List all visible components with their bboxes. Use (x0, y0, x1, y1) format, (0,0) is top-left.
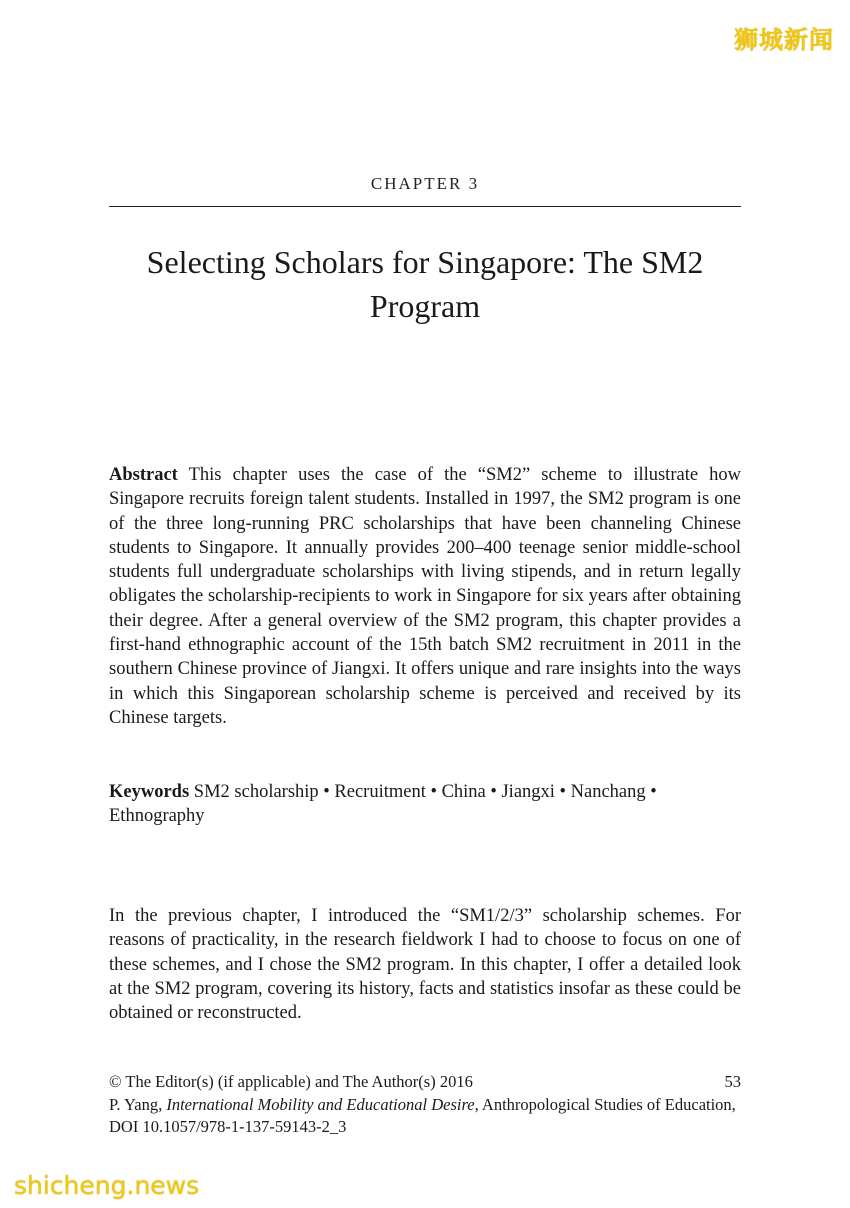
page-number: 53 (724, 1072, 741, 1091)
chapter-label: CHAPTER 3 (370, 174, 480, 193)
abstract-label: Abstract (109, 465, 178, 485)
body-paragraph: In the previous chapter, I introduced the “SM1/2/3” scholarship schemes. For reasons of practicality, in the research fieldwork I had to choose to focus on one of these schemes, and I chose the SM2 program. In this chapter, I offer a detailed look at the SM2 program, covering its history, facts and statistics insofar as these could be obtained or reconstructed. (109, 906, 741, 1024)
citation-book-title: International Mobility and Educational Desire (166, 1094, 475, 1114)
copyright-line: © The Editor(s) (if applicable) and The Author(s) 2016 (109, 1072, 473, 1091)
abstract-text: This chapter uses the case of the “SM2” scheme to illustrate how Singapore recruits foreign talent students. Installed in 1997, the SM2 program is one of the three long-running PRC scholarships that have been channeling Chinese students to Singapore. It annually provides 200–400 teenage senior middle-school students full undergraduate scholarships with living stipends, and in return legally obligates the scholarship-recipients to work in Singapore for six years after obtaining their degree. After a general overview of the SM2 program, this chapter provides a first-hand ethnographic account of the 15th batch SM2 recruitment in 2011 in the southern Chinese province of Jiangxi. It offers unique and rare insights into the ways in which this Singaporean scholarship scheme is perceived and received by its Chinese targets. (109, 465, 741, 728)
chapter-title-line-1: Selecting Scholars for Singapore: The SM2 (146, 244, 704, 280)
keywords-label: Keywords (109, 782, 190, 802)
citation-series: , Anthropological Studies of Education, DOI 10.1057/978-1-137-59143-2_3 (109, 1094, 736, 1136)
chapter-title-line-2: Program (369, 288, 481, 324)
chapter-divider (109, 206, 741, 207)
keywords-text: SM2 scholarship • Recruitment • China • Jiangxi • Nanchang • Ethnography (109, 782, 657, 827)
chapter-title (109, 240, 741, 328)
keywords-paragraph (109, 780, 741, 829)
watermark-logo-text: 狮城新闻 (734, 26, 834, 54)
copyright-footer (109, 1071, 741, 1139)
abstract-paragraph (109, 463, 741, 730)
citation-line (109, 1094, 741, 1139)
watermark-site-text: shicheng.news (14, 1171, 200, 1200)
citation-author: P. Yang, (109, 1094, 163, 1114)
